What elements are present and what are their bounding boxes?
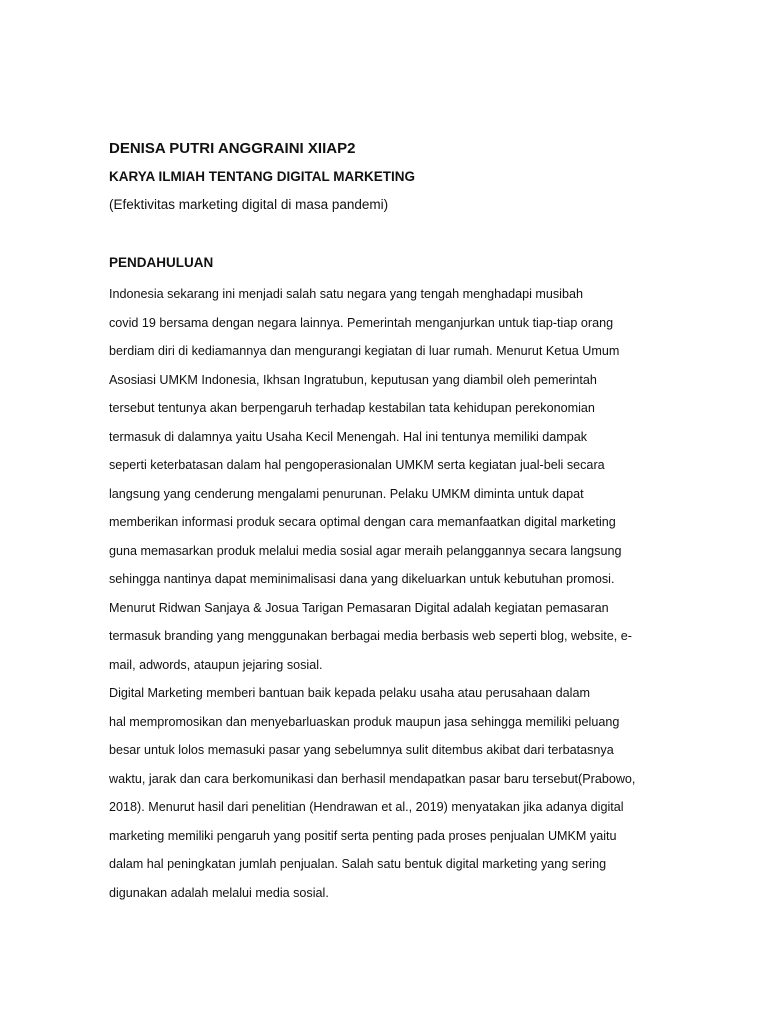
paragraph-line: berdiam diri di kediamannya dan mengurangi kegiatan di luar rumah. Menurut Ketua Umum bbox=[109, 344, 620, 358]
document-subtitle-note: (Efektivitas marketing digital di masa pandemi) bbox=[109, 197, 389, 212]
paragraph-line: marketing memiliki pengaruh yang positif serta penting pada proses penjualan UMKM yaitu bbox=[109, 828, 617, 843]
paragraph-line: waktu, jarak dan cara berkomunikasi dan berhasil mendapatkan pasar baru tersebut(Prabowo, bbox=[109, 771, 636, 786]
paragraph-line: covid 19 bersama dengan negara lainnya. Pemerintah menganjurkan untuk tiap-tiap orang bbox=[109, 315, 614, 330]
paragraph-line: memberikan informasi produk secara optimal dengan cara memanfaatkan digital marketing bbox=[109, 515, 616, 529]
paragraph-1 bbox=[109, 280, 654, 679]
paragraph-line: tersebut tentunya akan berpengaruh terhadap kestabilan tata kehidupan perekonomian bbox=[109, 401, 595, 415]
paragraph-line: langsung yang cenderung mengalami penurunan. Pelaku UMKM diminta untuk dapat bbox=[109, 486, 584, 501]
section-heading-pendahuluan: PENDAHULUAN bbox=[109, 255, 214, 270]
paragraph-2 bbox=[109, 679, 654, 907]
paragraph-line: 2018). Menurut hasil dari penelitian (Hendrawan et al., 2019) menyatakan jika adanya digital bbox=[109, 800, 624, 814]
paragraph-line: Indonesia sekarang ini menjadi salah satu negara yang tengah menghadapi musibah bbox=[109, 287, 583, 301]
paragraph-line: hal mempromosikan dan menyebarluaskan produk maupun jasa sehingga memiliki peluang bbox=[109, 714, 620, 729]
paragraph-line: Asosiasi UMKM Indonesia, Ikhsan Ingratubun, keputusan yang diambil oleh pemerintah bbox=[109, 372, 597, 387]
paragraph-line: mail, adwords, ataupun jejaring sosial. bbox=[109, 657, 323, 672]
paragraph-line: Digital Marketing memberi bantuan baik kepada pelaku usaha atau perusahaan dalam bbox=[109, 686, 590, 700]
paragraph-line: digunakan adalah melalui media sosial. bbox=[109, 885, 329, 900]
paragraph-line: dalam hal peningkatan jumlah penjualan. Salah satu bentuk digital marketing yang sering bbox=[109, 857, 607, 871]
paragraph-line: sehingga nantinya dapat meminimalisasi dana yang dikeluarkan untuk kebutuhan promosi. bbox=[109, 572, 615, 586]
document-subtitle: KARYA ILMIAH TENTANG DIGITAL MARKETING bbox=[109, 169, 415, 184]
paragraph-line: termasuk branding yang menggunakan berbagai media berbasis web seperti blog, website, e- bbox=[109, 629, 632, 643]
paragraph-line: termasuk di dalamnya yaitu Usaha Kecil Menengah. Hal ini tentunya memiliki dampak bbox=[109, 429, 588, 444]
paragraph-line: Menurut Ridwan Sanjaya & Josua Tarigan Pemasaran Digital adalah kegiatan pemasaran bbox=[109, 600, 609, 615]
paragraph-line: besar untuk lolos memasuki pasar yang sebelumnya sulit ditembus akibat dari terbatasnya bbox=[109, 743, 614, 757]
paragraph-line: seperti keterbatasan dalam hal pengoperasionalan UMKM serta kegiatan jual-beli secara bbox=[109, 458, 605, 472]
document-title: DENISA PUTRI ANGGRAINI XIIAP2 bbox=[109, 140, 356, 157]
document-content bbox=[109, 138, 654, 907]
paragraph-line: guna memasarkan produk melalui media sosial agar meraih pelanggannya secara langsung bbox=[109, 543, 622, 558]
